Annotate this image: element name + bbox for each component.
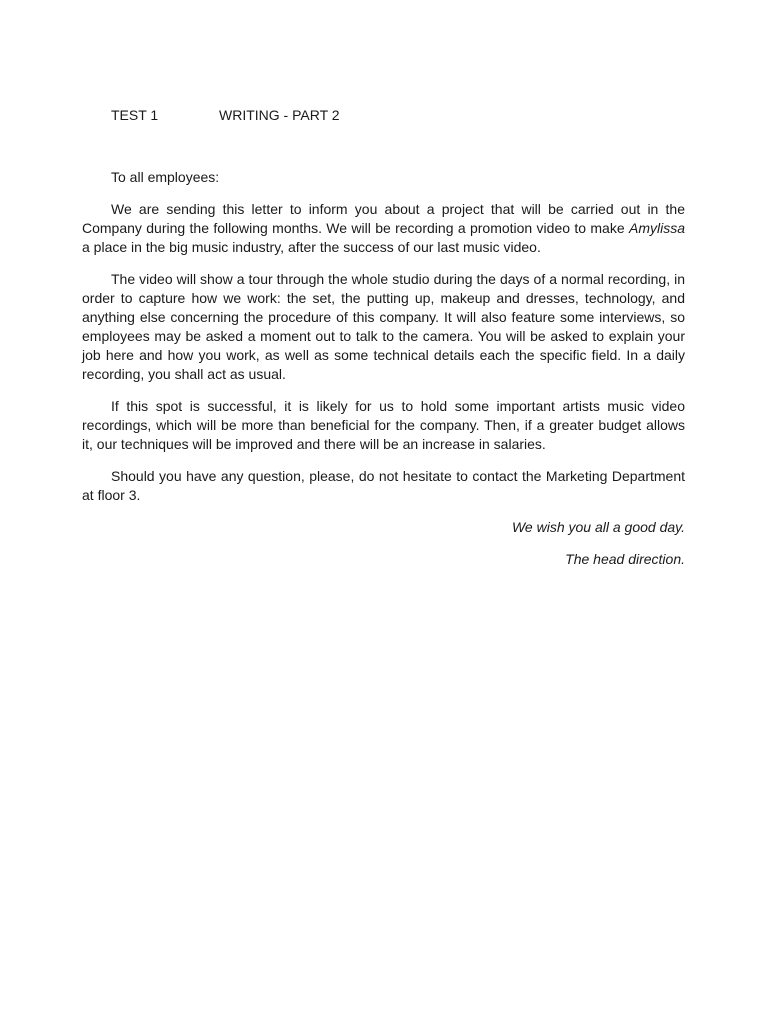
letter-signature: The head direction. (565, 551, 685, 567)
paragraph-2: The video will show a tour through the whole studio during the days of a normal recording, in order to capture how we work: the set, the putting up, makeup and dresses, technology, and anything else concerning the procedure of this company. It will also feature some interviews, so employees may be asked a moment out to talk to the camera. You will be asked to explain your job here and how you work, as well as some technical details each the specific field. In a daily recording, you shall act as usual. (82, 271, 685, 382)
document-header (111, 106, 685, 125)
paragraph-1-text-start: We are sending this letter to inform you about a project that will be carried out in the Company during the following months. We will be recording a promotion video to make (82, 201, 685, 236)
paragraph-4: Should you have any question, please, do not hesitate to contact the Marketing Department at floor 3. (82, 468, 685, 503)
section-label: WRITING - PART 2 (219, 107, 340, 123)
document-page (82, 106, 685, 582)
paragraph-3: If this spot is successful, it is likely for us to hold some important artists music video recordings, which will be more than beneficial for the company. Then, if a greater budget allows it, our techniques will be improved and there will be an increase in salaries. (82, 398, 685, 452)
paragraph-1-text-end: a place in the big music industry, after the success of our last music video. (82, 239, 541, 255)
letter-closing: We wish you all a good day. (511, 519, 685, 535)
letter-greeting: To all employees: (111, 169, 220, 185)
company-name: Amylissa (628, 220, 685, 236)
test-label: TEST 1 (111, 107, 159, 123)
paragraph-1 (82, 200, 685, 257)
